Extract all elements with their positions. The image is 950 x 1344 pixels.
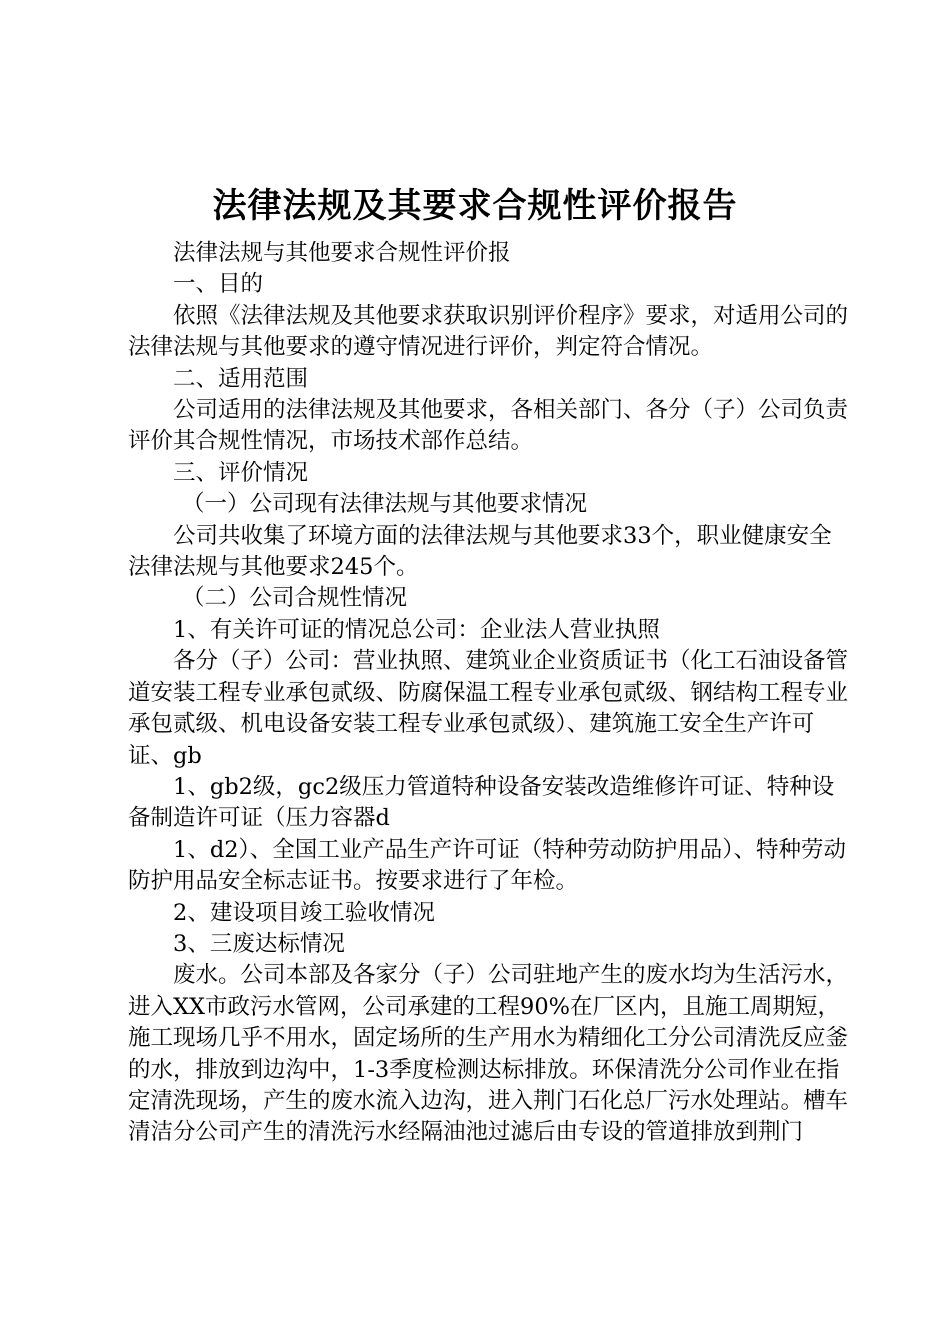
heading-acceptance: 2、建设项目竣工验收情况 <box>173 899 435 926</box>
paragraph-licenses-head-office: 1、有关许可证的情况总公司：企业法人营业执照 <box>173 616 660 643</box>
paragraph-subtitle: 法律法规与其他要求合规性评价报 <box>173 240 511 266</box>
paragraph-scope: 公司适用的法律法规及其他要求，各相关部门、各分（子）公司负责评价其合规性情况，市场技术部作总结。 <box>128 397 849 455</box>
paragraph-licenses-pressure: 1、gb2级，gc2级压力管道特种设备安装改造维修许可证、特种设备制造许可证（压力容器d <box>128 773 835 832</box>
document-body <box>128 238 848 1149</box>
paragraph-licenses-branches: 各分（子）公司：营业执照、建筑业企业资质证书（化工石油设备管道安装工程专业承包贰级、防腐保温工程专业承包贰级、钢结构工程专业承包贰级、机电设备安装工程专业承包贰级）、建筑施工安全生产许可证、gb <box>128 648 849 769</box>
paragraph-licenses-products: 1、d2）、全国工业产品生产许可证（特种劳动防护用品）、特种劳动防护用品安全标志证书。按要求进行了年检。 <box>128 836 847 895</box>
heading-evaluation: 三、评价情况 <box>173 459 309 486</box>
paragraph-purpose: 依照《法律法规及其他要求获取识别评价程序》要求，对适用公司的法律法规与其他要求的遵守情况进行评价，判定符合情况。 <box>128 302 849 361</box>
paragraph-wastewater: 废水。公司本部及各家分（子）公司驻地产生的废水均为生活污水，进入XX市政污水管网，公司承建的工程90%在厂区内，且施工周期短，施工现场几乎不用水，固定场所的生产用水为精细化工分公司清洗反应釜的水，排放到边沟中，1-3季度检测达标排放。环保清洗分公司作业在指定清洗现场，产生的废水流入边沟，进入荆门石化总厂污水处理站。槽车清洁分公司产生的清洗污水经隔油池过滤后由专设的管道排放到荆门 <box>128 962 849 1146</box>
heading-three-wastes: 3、三废达标情况 <box>173 930 345 957</box>
heading-scope: 二、适用范围 <box>173 365 309 392</box>
document-title: 法律法规及其要求合规性评价报告 <box>212 186 738 226</box>
heading-compliance: （二）公司合规性情况 <box>182 585 408 612</box>
heading-purpose: 一、目的 <box>173 271 264 298</box>
heading-existing-requirements: （一）公司现有法律法规与其他要求情况 <box>182 491 588 518</box>
paragraph-existing-requirements: 公司共收集了环境方面的法律法规与其他要求33个，职业健康安全法律法规与其他要求245个。 <box>128 522 832 581</box>
